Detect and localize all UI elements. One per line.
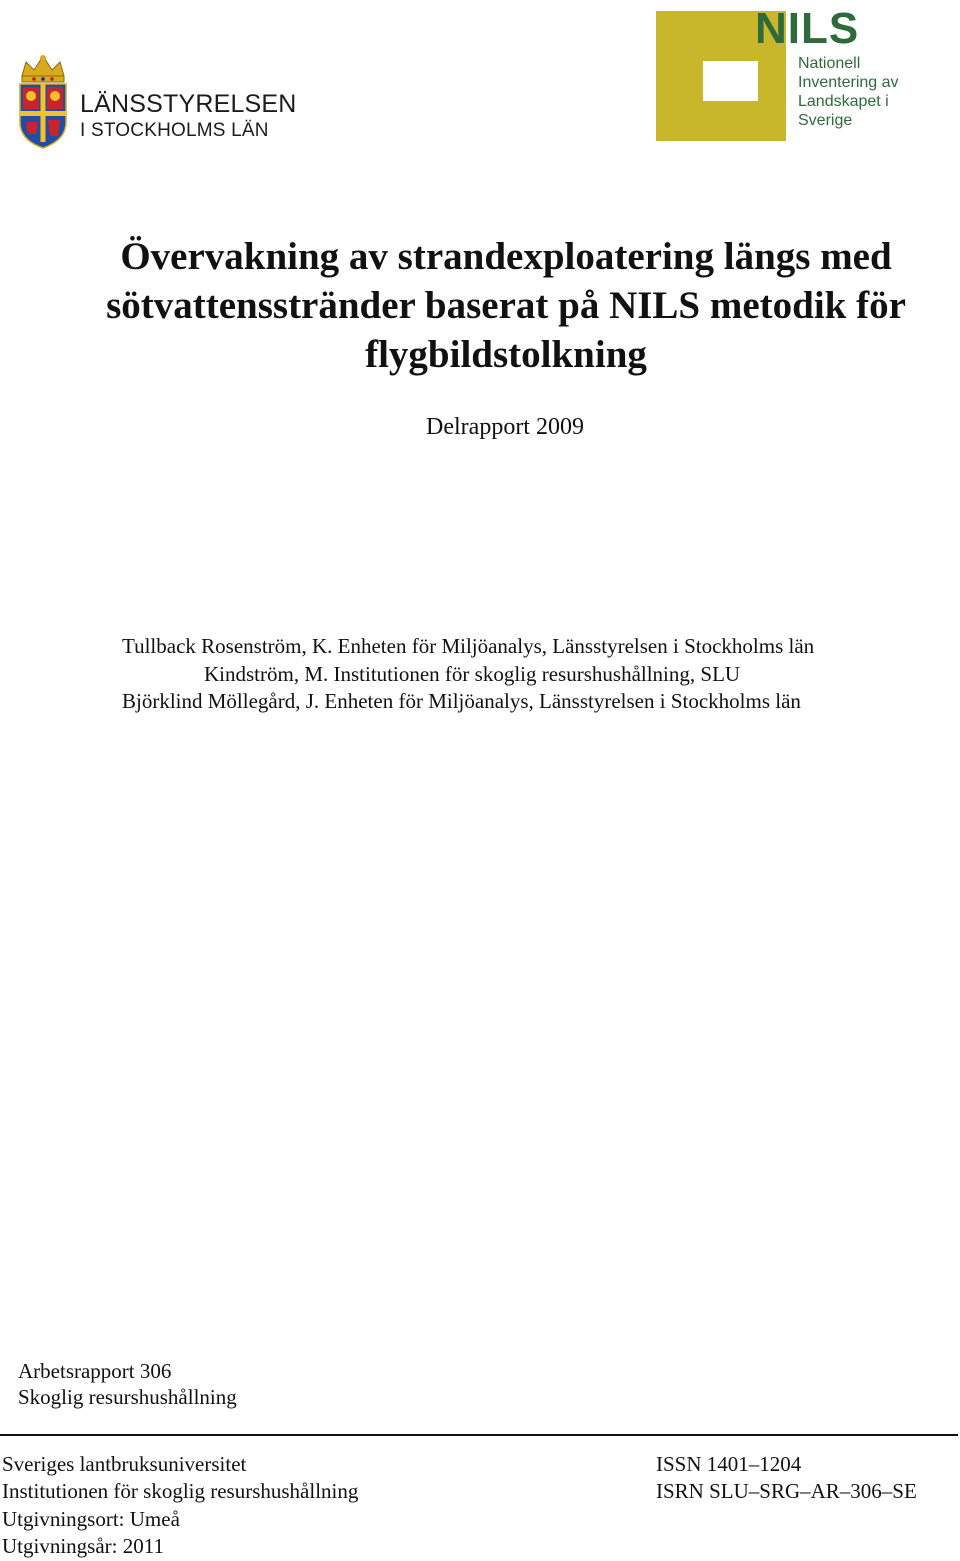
- title-line: flygbildstolkning: [365, 333, 647, 376]
- author-line: Tullback Rosenström, K. Enheten för Miljöanalys, Länsstyrelsen i Stockholms län: [122, 634, 815, 658]
- author-list: [122, 633, 814, 716]
- title-line: sötvattensstränder baserat på NILS metodik för: [106, 284, 906, 327]
- title-line: Övervakning av strandexploatering längs med: [120, 235, 892, 278]
- publisher-line: Utgivningsår: 2011: [2, 1533, 164, 1558]
- footer-divider: [0, 1434, 958, 1436]
- publisher-info: [2, 1451, 358, 1560]
- nils-logo: [656, 4, 916, 144]
- identifier-info: [656, 1451, 917, 1506]
- nils-subtitle-line: Nationell: [798, 55, 861, 72]
- issn: ISSN 1401–1204: [656, 1452, 802, 1476]
- author-line: Björklind Möllegård, J. Enheten för Miljöanalys, Länsstyrelsen i Stockholms län: [122, 689, 801, 713]
- nils-subtitle-line: Inventering av: [798, 74, 899, 91]
- publisher-line: Utgivningsort: Umeå: [2, 1506, 180, 1531]
- nils-subtitle-line: Sverige: [798, 112, 853, 129]
- isrn: ISRN SLU–SRG–AR–306–SE: [656, 1479, 917, 1504]
- publisher-line: Sveriges lantbruksuniversitet: [2, 1452, 247, 1476]
- lansstyrelsen-name-line2: I STOCKHOLMS LÄN: [80, 120, 269, 141]
- report-number: Arbetsrapport 306: [18, 1359, 172, 1383]
- document-subtitle: Delrapport 2009: [426, 414, 584, 440]
- report-department: Skoglig resurshushållning: [18, 1385, 237, 1409]
- document-title: [40, 232, 960, 379]
- coat-of-arms-icon: [14, 52, 72, 150]
- author-line: Kindström, M. Institutionen för skoglig resurshushållning, SLU: [204, 661, 741, 686]
- publisher-line: Institutionen för skoglig resurshushållning: [2, 1479, 359, 1504]
- nils-subtitle-line: Landskapet i: [798, 93, 889, 110]
- report-series: [18, 1358, 237, 1410]
- nils-title: NILS: [755, 4, 860, 53]
- lansstyrelsen-name-line1: LÄNSSTYRELSEN: [80, 90, 297, 118]
- lansstyrelsen-logo: [14, 52, 304, 152]
